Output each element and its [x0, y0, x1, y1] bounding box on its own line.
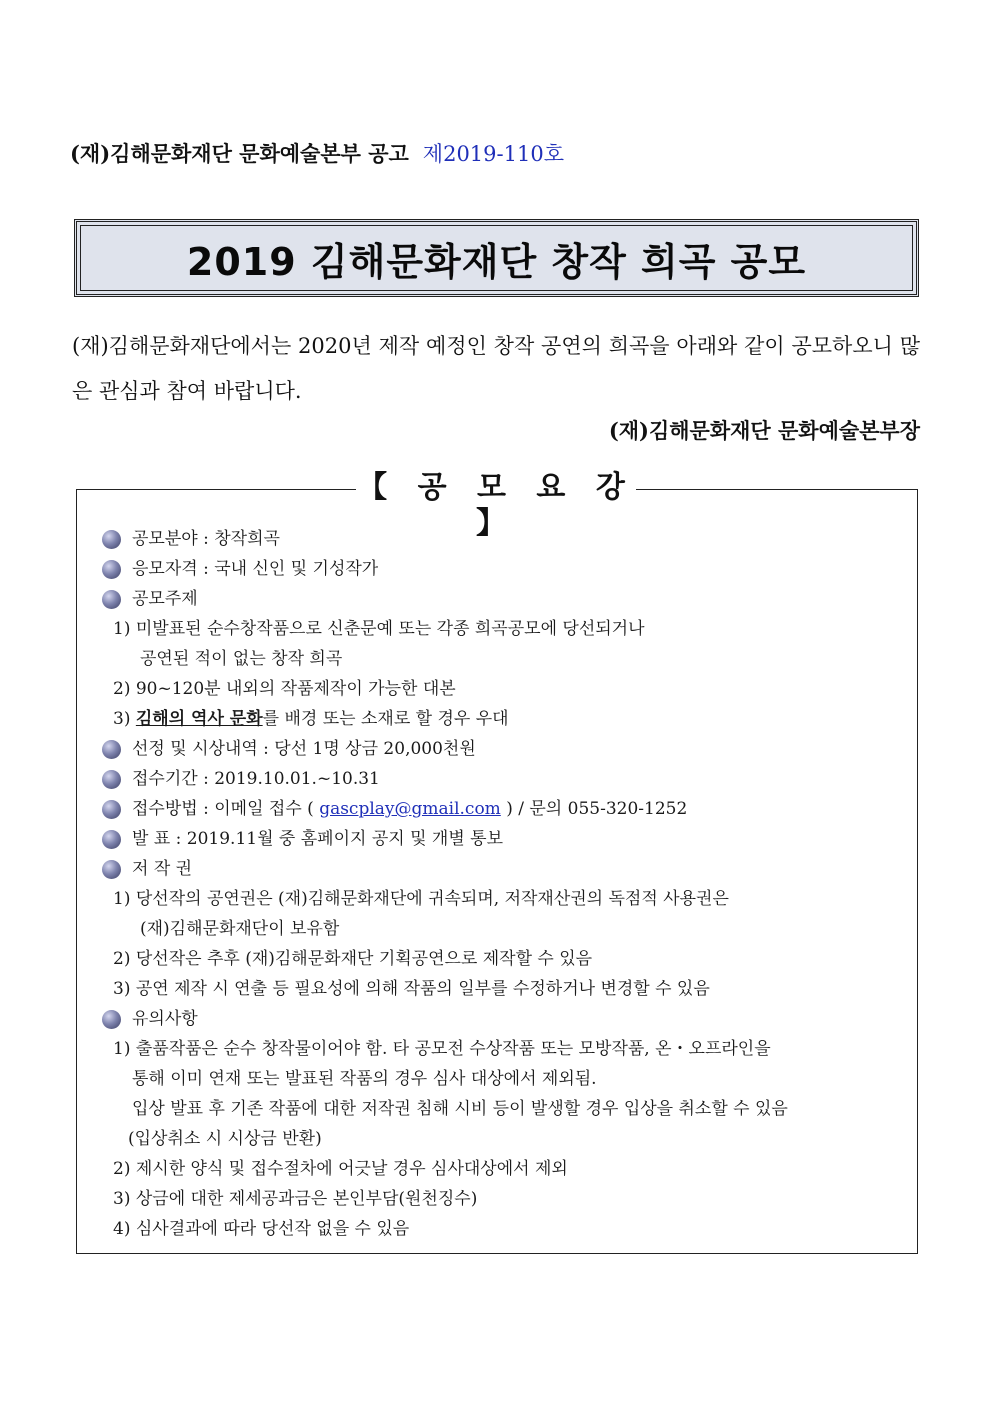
title-box — [74, 219, 919, 297]
notice-org: (재)김해문화재단 문화예술본부 공고 — [70, 141, 409, 166]
sub-item: 2) 당선작은 추후 (재)김해문화재단 기획공연으로 제작할 수 있음 — [113, 949, 593, 969]
sub-item-continued: 공연된 적이 없는 창작 희곡 — [140, 649, 343, 669]
sub-item: 2) 제시한 양식 및 접수절차에 어긋날 경우 심사대상에서 제외 — [113, 1159, 568, 1179]
sub-item: 1) 출품작품은 순수 창작물이어야 함. 타 공모전 수상작품 또는 모방작품, 온・오프라인을 — [113, 1039, 771, 1059]
sub-item: 3) 상금에 대한 제세공과금은 본인부담(원천징수) — [113, 1189, 478, 1209]
intro-paragraph: (재)김해문화재단에서는 2020년 제작 예정인 창작 공연의 희곡을 아래와 같이 공모하오니 많은 관심과 참여 바랍니다. — [72, 334, 920, 403]
sub-item-continued: (재)김해문화재단이 보유함 — [140, 919, 340, 939]
signature: (재)김해문화재단 문화예술본부장 — [608, 418, 920, 443]
bullet-icon — [102, 800, 121, 819]
bullet-icon — [102, 560, 121, 579]
list-item-notes: 유의사항 — [102, 1004, 902, 1034]
section-title: 【 공 모 요 강 】 — [357, 470, 635, 541]
bullet-icon — [102, 530, 121, 549]
notice-header — [70, 138, 564, 168]
sub-item-continued: 통해 이미 연재 또는 발표된 작품의 경우 심사 대상에서 제외됨. — [132, 1069, 597, 1089]
bullet-icon — [102, 590, 121, 609]
email-link[interactable]: gascplay@gmail.com — [319, 799, 501, 819]
bullet-icon — [102, 1010, 121, 1029]
list-item-award: 선정 및 시상내역 : 당선 1명 상금 20,000천원 — [102, 734, 902, 764]
sub-item-continued: (입상취소 시 시상금 반환) — [128, 1129, 322, 1149]
sub-item: 1) 미발표된 순수창작품으로 신춘문예 또는 각종 희곡공모에 당선되거나 — [113, 619, 645, 639]
list-item-eligibility: 응모자격 : 국내 신인 및 기성작가 — [102, 554, 902, 584]
sub-item: 4) 심사결과에 따라 당선작 없을 수 있음 — [113, 1219, 410, 1239]
bullet-icon — [102, 830, 121, 849]
bullet-icon — [102, 740, 121, 759]
bullet-icon — [102, 860, 121, 879]
sub-item: 3) 김해의 역사 문화를 배경 또는 소재로 할 경우 우대 — [113, 709, 509, 729]
list-item-announce: 발 표 : 2019.11월 중 홈페이지 공지 및 개별 통보 — [102, 824, 902, 854]
page-title: 2019 김해문화재단 창작 희곡 공모 — [186, 239, 807, 284]
list-item-field: 공모분야 : 창작희곡 — [102, 524, 902, 554]
list-item-period: 접수기간 : 2019.10.01.~10.31 — [102, 764, 902, 794]
sub-item: 1) 당선작의 공연권은 (재)김해문화재단에 귀속되며, 저작재산권의 독점적 사용권은 — [113, 889, 729, 909]
list-item-method: 접수방법 : 이메일 접수 ( gascplay@gmail.com ) / 문의 055-320-1252 — [102, 794, 902, 824]
notice-number: 제2019-110호 — [422, 142, 564, 166]
sub-item-continued: 입상 발표 후 기존 작품에 대한 저작권 침해 시비 등이 발생할 경우 입상을 취소할 수 있음 — [132, 1099, 788, 1119]
list-item-copyright: 저 작 권 — [102, 854, 902, 884]
sub-item: 2) 90~120분 내외의 작품제작이 가능한 대본 — [113, 679, 456, 699]
bullet-icon — [102, 770, 121, 789]
requirements-list — [102, 524, 902, 1244]
sub-item: 3) 공연 제작 시 연출 등 필요성에 의해 작품의 일부를 수정하거나 변경할 수 있음 — [113, 979, 710, 999]
emphasis-text: 김해의 역사 문화 — [135, 709, 263, 729]
list-item-theme: 공모주제 — [102, 584, 902, 614]
